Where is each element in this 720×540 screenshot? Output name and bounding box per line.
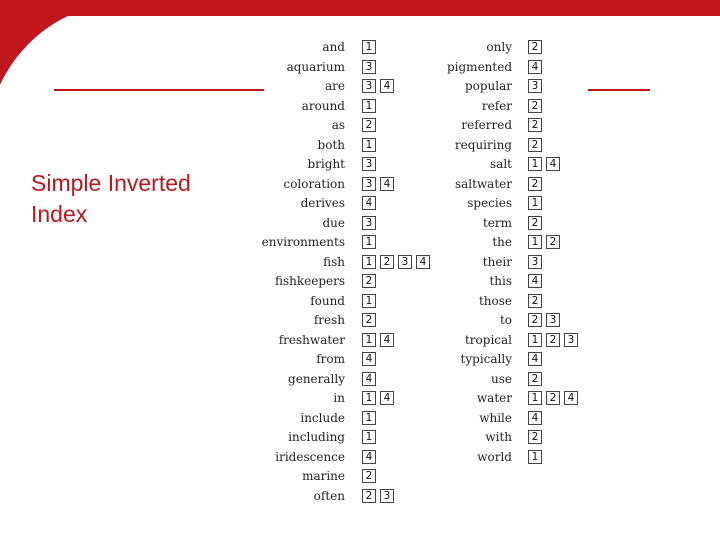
posting-doc-id: 1	[362, 99, 376, 113]
posting-doc-id: 3	[398, 255, 412, 269]
postings-list	[362, 333, 394, 347]
posting-doc-id: 3	[528, 255, 542, 269]
posting-doc-id: 3	[362, 79, 376, 93]
corner-swoosh-decoration	[0, 0, 720, 92]
postings-list	[362, 60, 376, 74]
index-term: use	[491, 371, 512, 386]
postings-list	[362, 372, 376, 386]
index-term: from	[316, 352, 345, 366]
index-term: bright	[307, 157, 345, 171]
index-term: fishkeepers	[274, 274, 345, 288]
index-term: as	[331, 118, 345, 132]
postings-list	[528, 255, 542, 269]
postings-list	[528, 79, 542, 93]
index-term: aquarium	[286, 59, 345, 74]
index-term: pigmented	[446, 59, 512, 74]
posting-doc-id: 1	[362, 430, 376, 444]
index-term: freshwater	[278, 332, 345, 347]
posting-doc-id: 1	[528, 333, 542, 347]
posting-doc-id: 4	[564, 391, 578, 405]
posting-doc-id: 2	[546, 235, 560, 249]
index-term: coloration	[283, 176, 345, 191]
index-term: popular	[464, 79, 512, 93]
index-term: world	[477, 449, 512, 464]
posting-doc-id: 2	[546, 391, 560, 405]
index-term: tropical	[464, 332, 512, 347]
posting-doc-id: 4	[546, 157, 560, 171]
posting-doc-id: 1	[362, 255, 376, 269]
posting-doc-id: 2	[528, 40, 542, 54]
posting-doc-id: 2	[528, 430, 542, 444]
posting-doc-id: 4	[528, 60, 542, 74]
posting-doc-id: 1	[528, 235, 542, 249]
index-term: requiring	[454, 137, 512, 152]
posting-doc-id: 4	[528, 352, 542, 366]
postings-list	[528, 430, 542, 444]
postings-list	[362, 469, 376, 483]
posting-doc-id: 3	[564, 333, 578, 347]
index-term: fresh	[313, 313, 345, 327]
posting-doc-id: 1	[362, 333, 376, 347]
posting-doc-id: 2	[362, 489, 376, 503]
index-term: due	[322, 215, 345, 230]
index-term: derives	[300, 196, 345, 210]
index-term: found	[310, 293, 345, 308]
index-term: those	[478, 293, 512, 308]
index-term: marine	[302, 469, 345, 483]
posting-doc-id: 3	[362, 216, 376, 230]
postings-list	[362, 216, 376, 230]
posting-doc-id: 1	[362, 411, 376, 425]
index-term: around	[301, 98, 345, 113]
index-term: with	[485, 430, 512, 444]
posting-doc-id: 1	[362, 294, 376, 308]
postings-list	[362, 40, 376, 54]
postings-list	[528, 157, 560, 171]
postings-list	[362, 489, 394, 503]
posting-doc-id: 4	[380, 79, 394, 93]
posting-doc-id: 2	[528, 99, 542, 113]
posting-doc-id: 1	[528, 391, 542, 405]
posting-doc-id: 1	[528, 450, 542, 464]
posting-doc-id: 3	[362, 157, 376, 171]
index-term: while	[479, 410, 512, 425]
postings-list	[362, 138, 376, 152]
posting-doc-id: 2	[362, 313, 376, 327]
posting-doc-id: 2	[362, 118, 376, 132]
title-rule-left	[54, 89, 264, 91]
postings-list	[362, 450, 376, 464]
postings-list	[362, 118, 376, 132]
index-term: iridescence	[275, 449, 345, 464]
index-term: include	[300, 410, 345, 425]
postings-list	[362, 411, 376, 425]
slide-title	[31, 168, 261, 230]
posting-doc-id: 3	[362, 60, 376, 74]
posting-doc-id: 4	[380, 333, 394, 347]
postings-list	[362, 196, 376, 210]
posting-doc-id: 4	[380, 391, 394, 405]
title-rule-right	[588, 89, 650, 91]
postings-list	[362, 430, 376, 444]
index-term: fish	[323, 254, 345, 269]
postings-list	[362, 294, 376, 308]
postings-list	[528, 196, 542, 210]
slide-title-line-1: Simple Inverted	[31, 170, 191, 196]
postings-list	[528, 411, 542, 425]
index-term: to	[499, 313, 512, 327]
posting-doc-id: 2	[362, 469, 376, 483]
index-term: species	[467, 196, 512, 210]
index-term: their	[482, 254, 512, 269]
postings-list	[528, 235, 560, 249]
postings-list	[362, 313, 376, 327]
posting-doc-id: 1	[362, 138, 376, 152]
posting-doc-id: 2	[380, 255, 394, 269]
postings-list	[528, 138, 542, 152]
postings-list	[362, 235, 376, 249]
posting-doc-id: 2	[528, 313, 542, 327]
postings-list	[528, 99, 542, 113]
index-term: often	[313, 488, 345, 503]
index-term: environments	[261, 235, 345, 249]
postings-list	[528, 274, 542, 288]
index-term: saltwater	[454, 176, 512, 191]
index-term: only	[486, 40, 512, 54]
posting-doc-id: 2	[546, 333, 560, 347]
posting-doc-id: 4	[528, 411, 542, 425]
index-term: refer	[481, 98, 512, 113]
posting-doc-id: 4	[362, 372, 376, 386]
index-term: term	[482, 215, 512, 230]
posting-doc-id: 1	[362, 235, 376, 249]
index-term: are	[325, 79, 345, 93]
posting-doc-id: 1	[362, 40, 376, 54]
posting-doc-id: 1	[362, 391, 376, 405]
postings-list	[362, 391, 394, 405]
posting-doc-id: 3	[528, 79, 542, 93]
index-term: this	[489, 274, 512, 288]
index-term: typically	[460, 352, 512, 366]
posting-doc-id: 2	[528, 294, 542, 308]
postings-list	[362, 177, 394, 191]
index-term: including	[288, 430, 345, 444]
postings-list	[528, 352, 542, 366]
index-term: water	[476, 391, 512, 405]
postings-list	[528, 333, 578, 347]
posting-doc-id: 2	[528, 372, 542, 386]
posting-doc-id: 2	[362, 274, 376, 288]
posting-doc-id: 4	[380, 177, 394, 191]
postings-list	[528, 313, 560, 327]
postings-list	[528, 60, 542, 74]
posting-doc-id: 2	[528, 118, 542, 132]
posting-doc-id: 2	[528, 138, 542, 152]
index-term: generally	[288, 371, 345, 386]
postings-list	[528, 391, 578, 405]
index-term: and	[322, 40, 345, 54]
posting-doc-id: 4	[416, 255, 430, 269]
posting-doc-id: 3	[362, 177, 376, 191]
postings-list	[528, 372, 542, 386]
slide-title-line-2: Index	[31, 201, 88, 227]
postings-list	[362, 79, 394, 93]
index-term: referred	[461, 118, 512, 132]
posting-doc-id: 3	[380, 489, 394, 503]
postings-list	[528, 177, 542, 191]
posting-doc-id: 4	[528, 274, 542, 288]
posting-doc-id: 1	[528, 157, 542, 171]
postings-list	[528, 118, 542, 132]
postings-list	[528, 450, 542, 464]
postings-list	[362, 157, 376, 171]
index-term: salt	[490, 157, 512, 171]
postings-list	[528, 216, 542, 230]
posting-doc-id: 4	[362, 450, 376, 464]
postings-list	[528, 294, 542, 308]
posting-doc-id: 4	[362, 352, 376, 366]
posting-doc-id: 2	[528, 216, 542, 230]
index-term: the	[492, 235, 512, 249]
index-term: both	[317, 137, 345, 152]
posting-doc-id: 2	[528, 177, 542, 191]
postings-list	[528, 40, 542, 54]
postings-list	[362, 99, 376, 113]
posting-doc-id: 4	[362, 196, 376, 210]
index-term: in	[333, 391, 345, 405]
posting-doc-id: 3	[546, 313, 560, 327]
posting-doc-id: 1	[528, 196, 542, 210]
postings-list	[362, 352, 376, 366]
postings-list	[362, 274, 376, 288]
